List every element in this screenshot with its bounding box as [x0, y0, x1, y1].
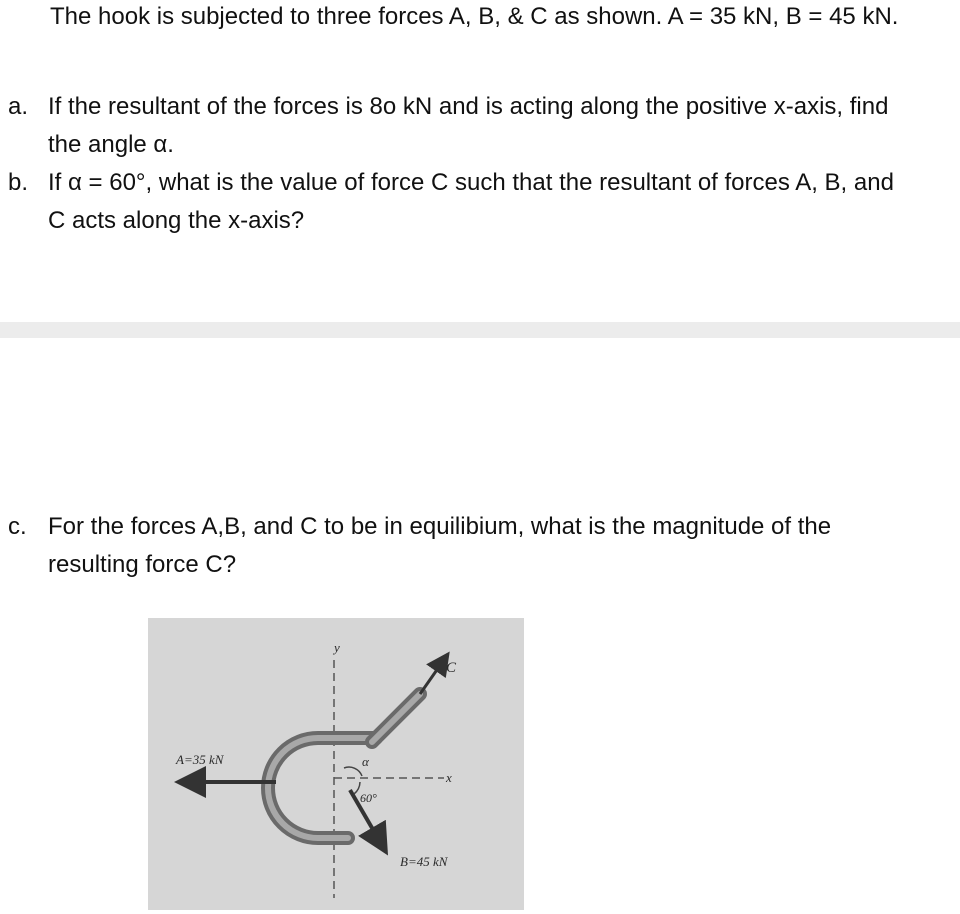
section-divider — [0, 322, 960, 338]
question-a-text — [48, 88, 888, 164]
question-c-line-2: resulting force C? — [48, 551, 237, 578]
question-a-line-2: the angle α. — [48, 131, 174, 158]
question-b-text — [48, 164, 894, 240]
label-x-axis: x — [446, 770, 452, 785]
label-sixty-degrees: 60° — [360, 791, 377, 805]
question-b-line-1: If α = 60°, what is the value of force C such that the resultant of forces A, B, and — [48, 169, 894, 196]
question-c-line-1: For the forces A,B, and C to be in equilibium, what is the magnitude of the — [48, 513, 832, 540]
label-force-a: A=35 kN — [176, 752, 224, 767]
question-c-marker: c. — [8, 513, 27, 540]
label-force-b: B=45 kN — [400, 854, 448, 869]
hook-force-diagram — [148, 618, 524, 910]
hook-diagram-svg — [148, 618, 524, 910]
question-b-marker: b. — [8, 169, 29, 196]
label-alpha: α — [362, 754, 369, 769]
label-force-c: C — [446, 660, 457, 676]
problem-intro: The hook is subjected to three forces A, B, & C as shown. A = 35 kN, B = 45 kN. — [50, 3, 899, 30]
question-c-text — [48, 508, 831, 584]
question-a-line-1: If the resultant of the forces is 8o kN and is acting along the positive x-axis, find — [48, 93, 889, 120]
label-y-axis: y — [334, 640, 340, 655]
question-b-line-2: C acts along the x-axis? — [48, 207, 305, 234]
question-a-marker: a. — [8, 93, 29, 120]
